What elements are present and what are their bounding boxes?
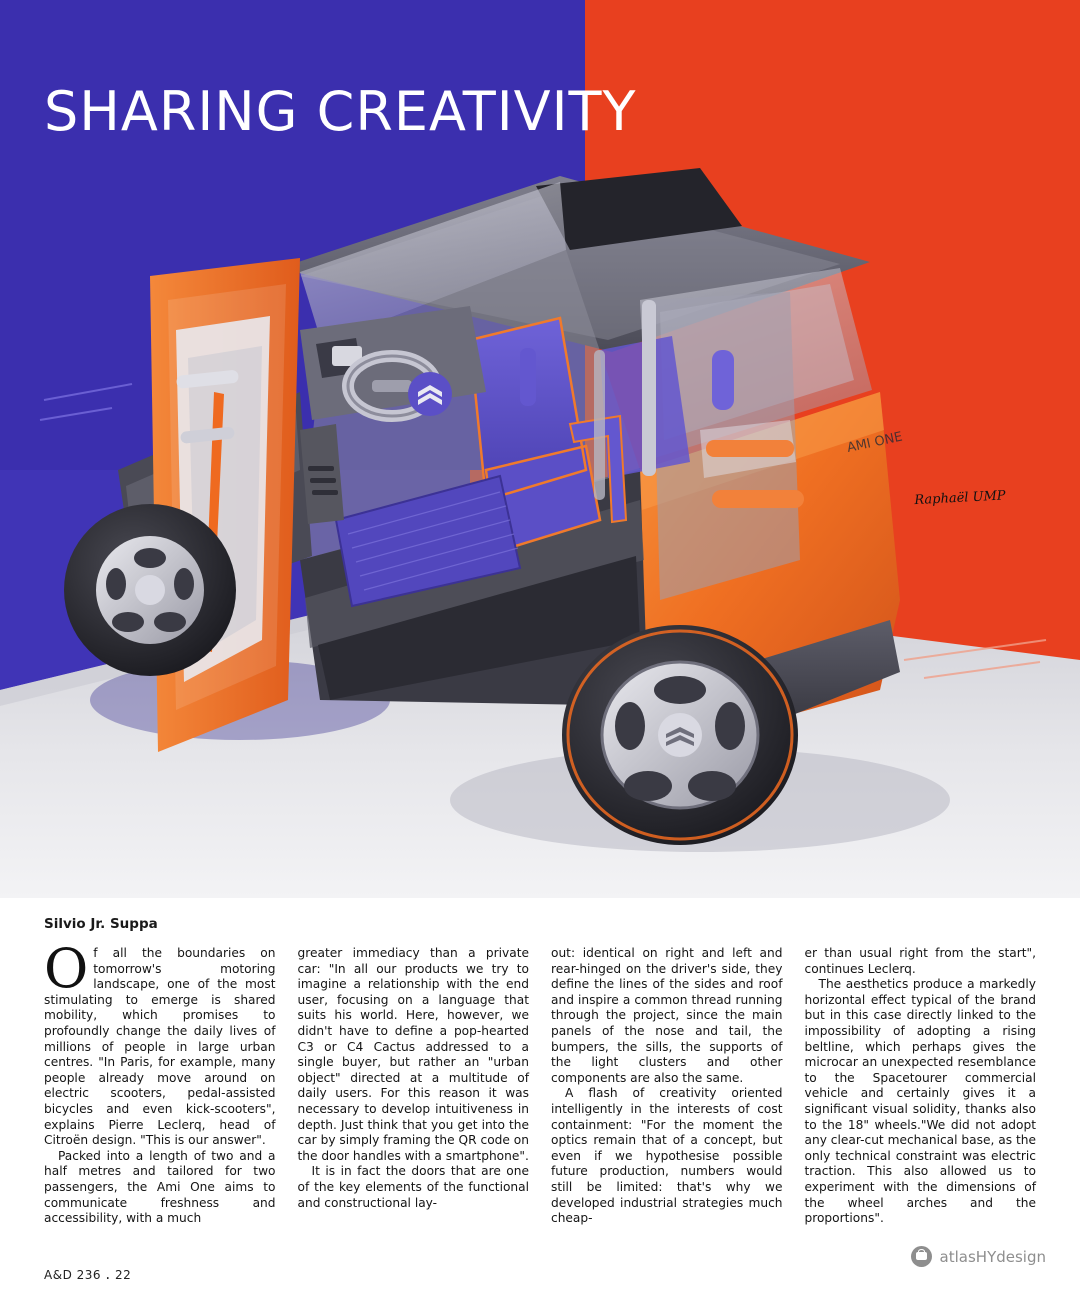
watermark (911, 1246, 1046, 1267)
paragraph-text: A flash of creativity oriented intelligently in the interests of cost containment: "For the moment the optics remain that of a concept, but even if we hypothesise possible future production, numbers would still be limited: that's why we developed industrial strategies much cheap- (551, 1086, 783, 1226)
article-column-2 (298, 946, 530, 1227)
artist-signature: Raphaël UMP (914, 488, 1006, 509)
article-columns (44, 937, 1036, 1227)
page-title: SHARING CREATIVITY (44, 80, 637, 143)
paragraph-text: greater immediacy than a private car: "In all our products we try to imagine a relationship with the end user, focusing on a language that suits his world. Here, however, we didn't have to define a pop-hearted C3 or C4 Cactus addressed to a single buyer, but rather an "urban object" directed at a multitude of daily users. For this reason it was necessary to develop intuitiveness in depth. Just think that you get into the car by simply framing the QR code on the door handles with a smartphone". (297, 946, 529, 1163)
paragraph-text: f all the boundaries on tomorrow's motoring landscape, one of the most stimulating to emerge is shared mobility, which promises to profoundly change the daily lives of millions of people in large urban centres. "In Paris, for example, many people already move around on electric scooters, pedal-assisted bicycles and even kick-scooters", explains Pierre Leclerq, head of Citroën design. "This is our answer". (44, 946, 276, 1148)
paragraph-text: out: identical on right and left and rear-hinged on the driver's side, they define the lines of the sides and roof and inspire a common thread running through the project, since the main panels of the nose and tail, the bumpers, the sills, the supports of the light clusters and other components are also the same. (551, 946, 783, 1085)
page-footer (44, 1265, 132, 1283)
article-column-1 (44, 937, 276, 1227)
paragraph-text: It is in fact the doors that are one of the key elements of the functional and constructional lay- (297, 1164, 529, 1210)
footer-dot: . (105, 1265, 111, 1283)
paragraph (44, 937, 276, 1149)
article-byline: Silvio Jr. Suppa (44, 916, 158, 932)
paragraph-text: Packed into a length of two and a half metres and tailored for two passengers, the Ami One aims to communicate freshness and accessibility, with a much (44, 1148, 276, 1226)
paragraph-text: The aesthetics produce a markedly horizontal effect typical of the brand but in this case directly linked to the impossibility of adopting a rising beltline, which perhaps gives the microcar an unexpected resemblance to the Spacetourer commercial vehicle and certainly gives it a significant visual solidity, thanks also to the 18" wheels."We did not adopt any clear-cut mechanical base, as the only technical constraint was electric traction. This also allowed us to experiment with the dimensions of the wheel arches and the proportions". (804, 977, 1036, 1226)
paragraph-text: er than usual right from the start", continues Leclerq. (804, 946, 1036, 976)
article-column-3 (551, 946, 783, 1227)
issue-label: A&D 236 (44, 1268, 102, 1282)
watermark-text: atlasHYdesign (939, 1247, 1046, 1266)
svg-text:AMI ONE: AMI ONE (845, 429, 904, 456)
dropcap: O (44, 937, 89, 1000)
page-number: 22 (114, 1268, 132, 1282)
article-column-4 (805, 946, 1037, 1227)
wechat-icon (911, 1246, 932, 1267)
article-body (0, 898, 1080, 1305)
